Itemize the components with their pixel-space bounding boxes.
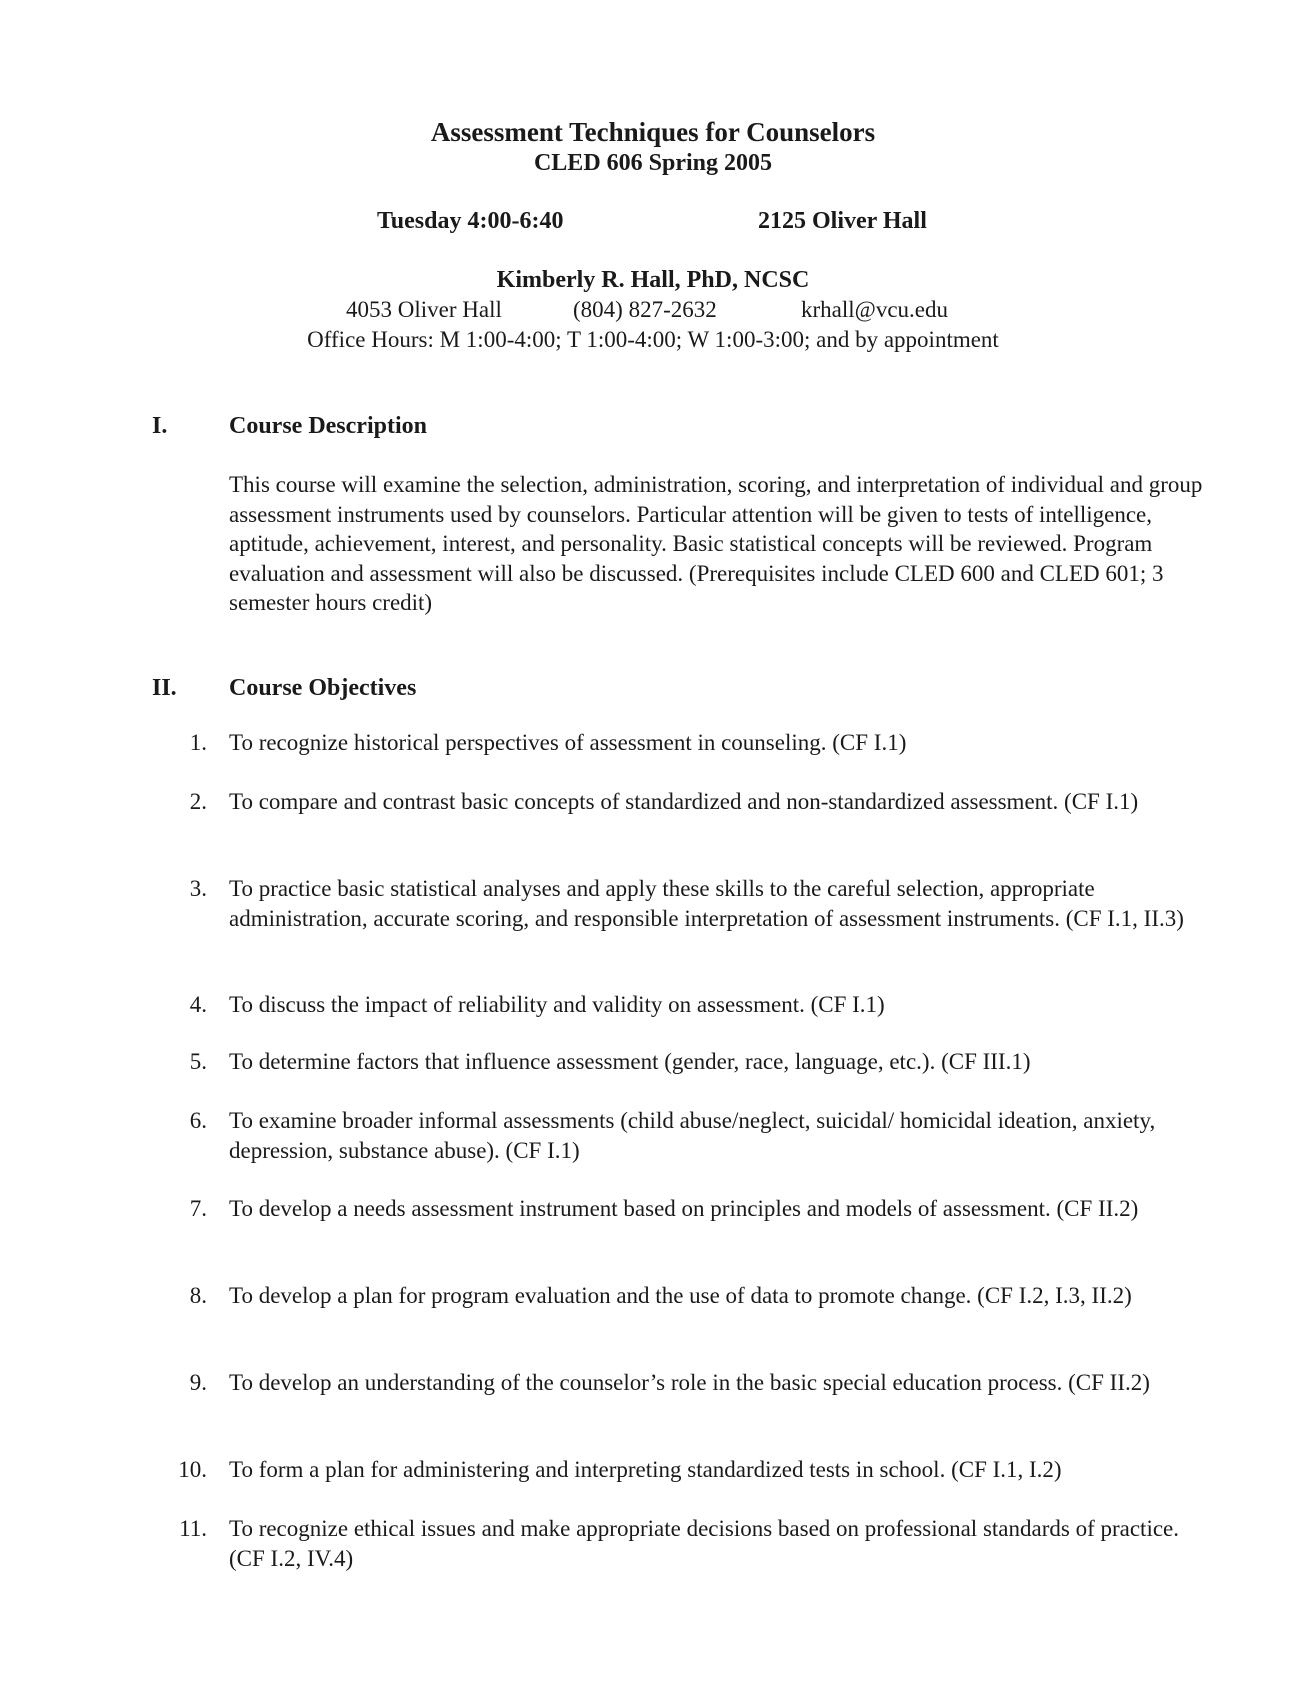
list-item-number: 11. [179, 1516, 207, 1541]
instructor-email: krhall@vcu.edu [801, 297, 948, 322]
list-item-number: 10. [178, 1457, 207, 1482]
list-item-text: To develop a needs assessment instrument based on principles and models of assessment. (CF II.2) [229, 1196, 1139, 1221]
instructor-phone: (804) 827-2632 [573, 297, 717, 322]
section-number: I. [152, 413, 168, 439]
section-heading: Course Description [229, 413, 427, 439]
list-item-text: To form a plan for administering and interpreting standardized tests in school. (CF I.1, I.2) [229, 1457, 1062, 1482]
instructor-office: 4053 Oliver Hall [346, 297, 502, 322]
list-item-text: To develop a plan for program evaluation and the use of data to promote change. (CF I.2, I.3, II.2) [229, 1283, 1132, 1308]
list-item-number: 1. [189, 730, 207, 755]
list-item-number: 7. [189, 1196, 207, 1221]
list-item-number: 5. [189, 1049, 207, 1074]
course-title: Assessment Techniques for Counselors [430, 117, 876, 147]
list-item-number: 4. [189, 992, 207, 1017]
list-item-number: 8. [189, 1283, 207, 1308]
course-subtitle: CLED 606 Spring 2005 [533, 150, 773, 176]
class-room: 2125 Oliver Hall [758, 208, 927, 234]
list-item-text: To examine broader informal assessments (child abuse/neglect, suicidal/ homicidal ideation, anxiety, depression, substance abuse). (CF I.1) [229, 1108, 1156, 1163]
list-item-text: To compare and contrast basic concepts of standardized and non-standardized assessment. (CF I.1) [229, 789, 1139, 814]
course-description-text: This course will examine the selection, administration, scoring, and interpretation of individual and group assessment instruments used by counselors. Particular attention will be given to tests of intelligence, aptitude, achievement, interest, and personality. Basic statistical concepts will be reviewed. Program evaluation and assessment will also be discussed. (Prerequisites include CLED 600 and CLED 601; 3 semester hours credit) [229, 472, 1203, 615]
list-item-text: To recognize historical perspectives of assessment in counseling. (CF I.1) [229, 730, 907, 755]
list-item-number: 2. [189, 789, 207, 814]
list-item-text: To determine factors that influence assessment (gender, race, language, etc.). (CF III.1) [229, 1049, 1031, 1074]
instructor-name: Kimberly R. Hall, PhD, NCSC [496, 267, 810, 293]
list-item-number: 3. [189, 876, 207, 901]
office-hours: Office Hours: M 1:00-4:00; T 1:00-4:00; W 1:00-3:00; and by appointment [307, 327, 999, 352]
list-item-number: 9. [189, 1370, 207, 1395]
list-item-text: To recognize ethical issues and make appropriate decisions based on professional standards of practice. (CF I.2, IV.4) [229, 1516, 1179, 1571]
list-item-text: To practice basic statistical analyses and apply these skills to the careful selection, appropriate administration, accurate scoring, and responsible interpretation of assessment instruments. (CF I.1, II.3) [229, 876, 1184, 931]
list-item-number: 6. [189, 1108, 207, 1133]
list-item-text: To develop an understanding of the counselor’s role in the basic special education process. (CF II.2) [229, 1370, 1150, 1395]
section-number: II. [152, 675, 177, 701]
class-day-time: Tuesday 4:00-6:40 [377, 208, 564, 234]
list-item-text: To discuss the impact of reliability and validity on assessment. (CF I.1) [229, 992, 885, 1017]
section-heading: Course Objectives [229, 675, 417, 701]
